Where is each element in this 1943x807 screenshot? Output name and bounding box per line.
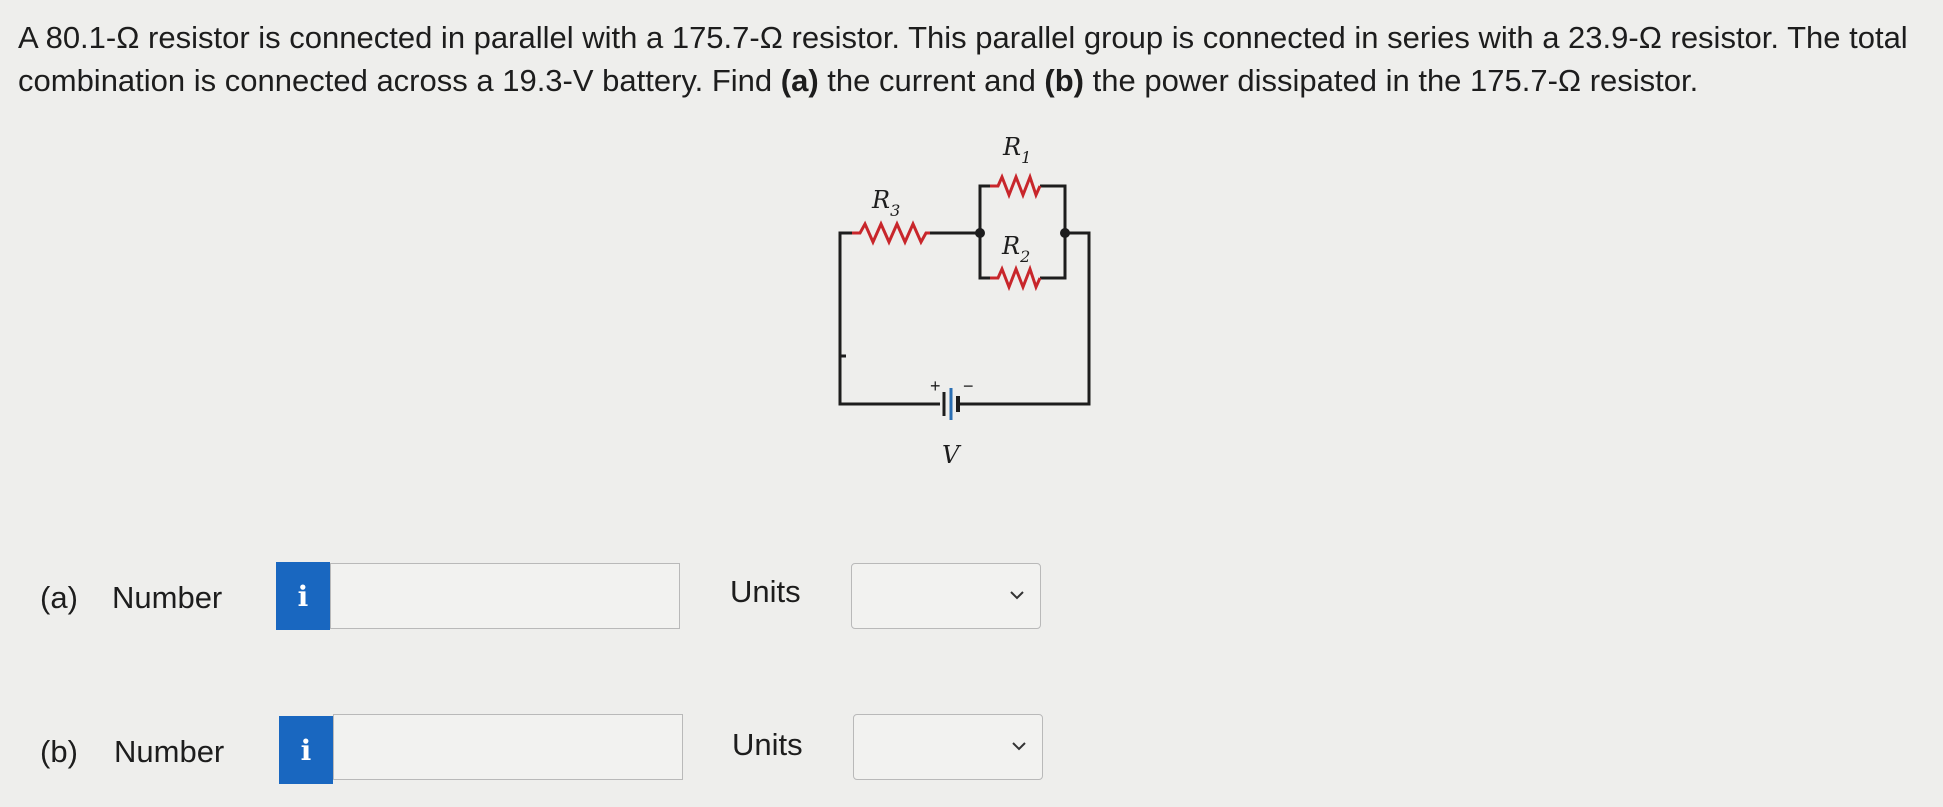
resistor-r2	[990, 269, 1040, 287]
part-b-marker: (b)	[1044, 63, 1085, 98]
label-voltage: V	[942, 441, 960, 469]
chevron-down-icon	[1010, 737, 1028, 755]
units-select-b[interactable]	[853, 714, 1043, 780]
circuit-diagram	[790, 128, 1170, 478]
chevron-down-icon	[1008, 586, 1026, 604]
info-button-b[interactable]	[279, 716, 333, 784]
part-label-a: (a)	[40, 580, 78, 615]
info-button-a[interactable]	[276, 562, 330, 630]
number-label-b: Number	[114, 734, 225, 769]
units-label-a: Units	[730, 574, 801, 609]
problem-statement	[18, 16, 1933, 102]
answer-row-a	[0, 562, 1943, 642]
problem-text-3: the power dissipated in the 175.7-Ω resistor.	[1084, 63, 1699, 98]
circuit-wires	[840, 186, 1089, 404]
label-r3: $R_3$	[872, 186, 901, 220]
number-input-a[interactable]	[330, 563, 680, 629]
resistor-r1	[990, 177, 1040, 195]
battery-symbol	[944, 388, 958, 420]
battery-minus-sign: −	[963, 376, 974, 396]
answer-row-b	[0, 714, 1943, 794]
problem-text-1: A 80.1-Ω resistor is connected in parallel with a 175.7-Ω resistor. This parallel group is connected in series with a 23.9-Ω resistor. The total combination is connected across a 19.3-V battery. Find	[18, 20, 1908, 98]
label-r2: $R_2$	[1002, 232, 1031, 266]
number-label-a: Number	[112, 580, 223, 615]
part-label-b: (b)	[40, 734, 78, 769]
junction-right	[1060, 228, 1070, 238]
info-icon: i	[300, 733, 312, 767]
units-select-a[interactable]	[851, 563, 1041, 629]
problem-text-2: the current and	[818, 63, 1045, 98]
battery-plus-sign: +	[930, 376, 941, 396]
junction-left	[975, 228, 985, 238]
number-input-b[interactable]	[333, 714, 683, 780]
info-icon: i	[297, 579, 309, 613]
resistor-r3	[852, 224, 930, 242]
units-label-b: Units	[732, 727, 803, 762]
label-r1: $R_1$	[1003, 133, 1032, 167]
part-a-marker: (a)	[780, 63, 819, 98]
